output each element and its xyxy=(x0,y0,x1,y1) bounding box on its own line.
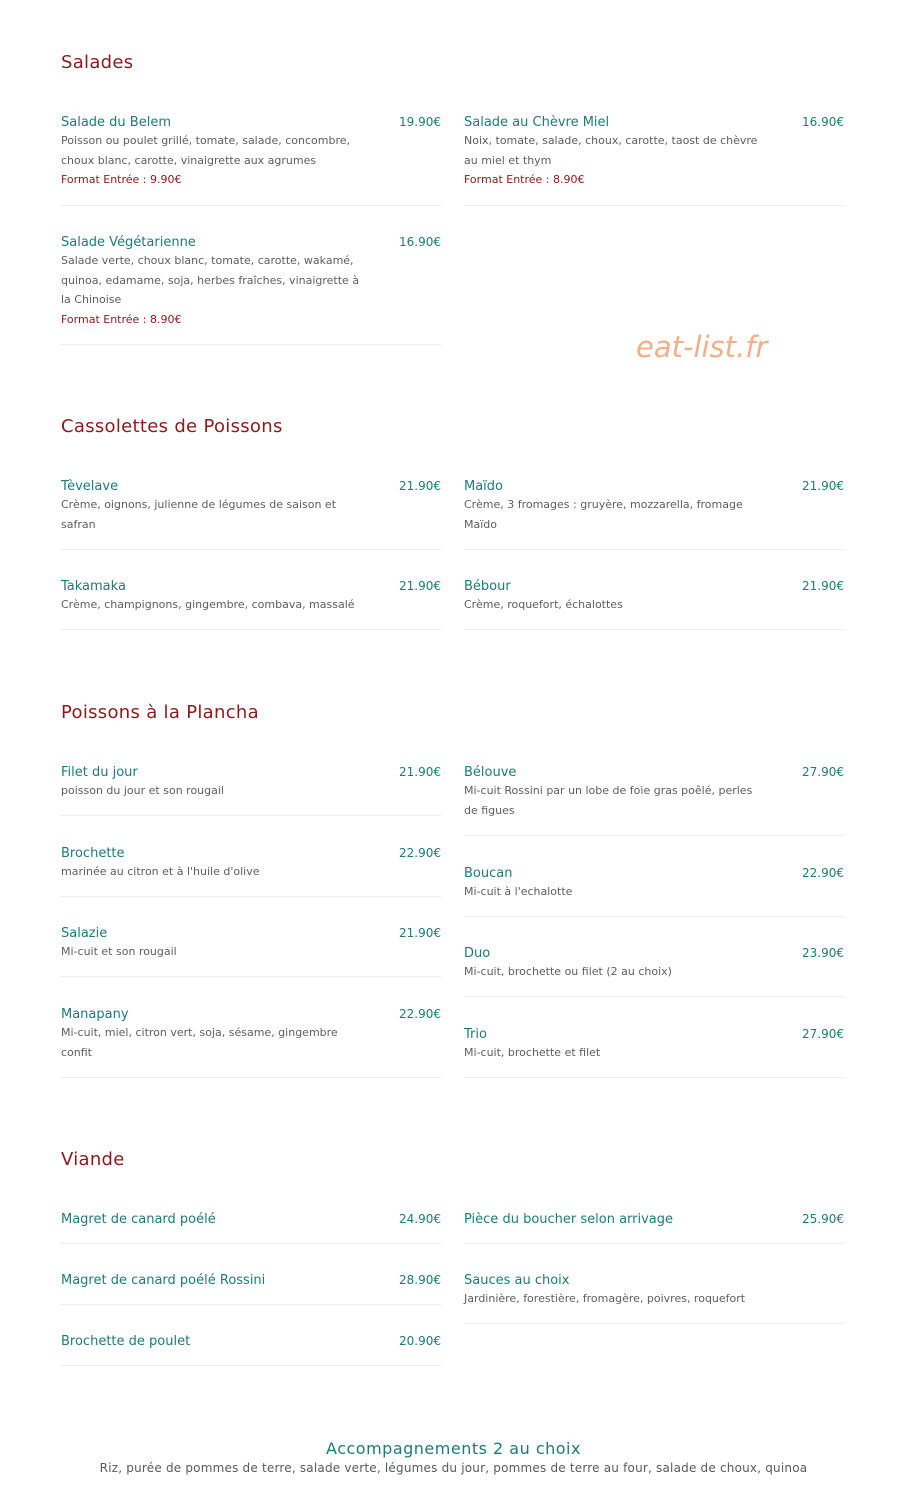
item-name: Bélouve xyxy=(464,765,517,780)
section-title: Salades xyxy=(61,52,134,73)
menu-item xyxy=(61,235,441,345)
menu-item xyxy=(61,115,441,206)
item-name: Salade Végétarienne xyxy=(61,235,196,250)
item-name: Bébour xyxy=(464,579,511,594)
item-description: Mi-cuit et son rougail xyxy=(61,945,177,958)
item-format: Format Entrée : 9.90€ xyxy=(61,173,182,186)
menu-item xyxy=(464,946,844,997)
item-name: Pièce du boucher selon arrivage xyxy=(464,1212,674,1227)
item-description: Jardinière, forestière, fromagère, poivres, roquefort xyxy=(464,1292,746,1305)
item-price: 21.90€ xyxy=(399,926,441,940)
menu-item xyxy=(464,479,844,550)
item-format: Format Entrée : 8.90€ xyxy=(464,173,585,186)
item-name: Salade au Chèvre Miel xyxy=(464,115,610,130)
item-price: 21.90€ xyxy=(802,579,844,593)
item-description: Salade verte, choux blanc, tomate, carotte, wakamé, quinoa, edamame, soja, herbes fraîches, vinaigrette à la Chinoise xyxy=(61,254,360,306)
item-price: 24.90€ xyxy=(399,1212,441,1226)
menu-item xyxy=(464,1212,844,1244)
item-name: Magret de canard poélé Rossini xyxy=(61,1273,266,1288)
item-price: 28.90€ xyxy=(399,1273,441,1287)
item-price: 23.90€ xyxy=(802,946,844,960)
menu-item xyxy=(61,579,441,630)
item-name: Salade du Belem xyxy=(61,115,171,130)
menu-item xyxy=(61,1273,441,1305)
footer-title: Accompagnements 2 au choix xyxy=(326,1439,581,1458)
menu-item xyxy=(61,1007,441,1078)
item-description: Mi-cuit, brochette et filet xyxy=(464,1046,601,1059)
item-price: 21.90€ xyxy=(399,579,441,593)
item-name: Filet du jour xyxy=(61,765,138,780)
menu-item xyxy=(61,1212,441,1244)
item-description: poisson du jour et son rougail xyxy=(61,784,224,797)
menu-item xyxy=(464,1273,844,1324)
menu-item xyxy=(61,479,441,550)
menu-item xyxy=(61,1334,441,1366)
item-price: 27.90€ xyxy=(802,765,844,779)
item-description: Crème, oignons, julienne de légumes de saison et safran xyxy=(61,498,337,531)
item-description: Poisson ou poulet grillé, tomate, salade, concombre, choux blanc, carotte, vinaigrette aux agrumes xyxy=(61,134,350,167)
item-price: 22.90€ xyxy=(399,846,441,860)
item-price: 16.90€ xyxy=(802,115,844,129)
section-salades xyxy=(61,52,844,326)
menu-item xyxy=(61,765,441,816)
item-name: Manapany xyxy=(61,1007,129,1022)
item-name: Boucan xyxy=(464,866,513,881)
item-name: Duo xyxy=(464,946,491,961)
menu-item xyxy=(464,115,844,206)
item-name: Trio xyxy=(464,1027,487,1042)
item-name: Brochette xyxy=(61,846,125,861)
item-description: Mi-cuit, brochette ou filet (2 au choix) xyxy=(464,965,672,978)
accompaniments-footer xyxy=(0,1439,907,1475)
item-name: Takamaka xyxy=(61,579,126,594)
item-format: Format Entrée : 8.90€ xyxy=(61,312,182,326)
section-plancha xyxy=(61,702,844,1059)
watermark: eat-list.fr xyxy=(636,330,768,364)
menu-item xyxy=(61,846,441,897)
item-name: Maïdo xyxy=(464,479,503,494)
section-title: Cassolettes de Poissons xyxy=(61,416,283,437)
item-price: 22.90€ xyxy=(399,1007,441,1021)
menu-item xyxy=(464,579,844,630)
item-price: 19.90€ xyxy=(399,115,441,129)
item-name: Salazie xyxy=(61,926,108,941)
item-description: Crème, roquefort, échalottes xyxy=(464,598,623,611)
item-price: 16.90€ xyxy=(399,235,441,249)
item-price: 27.90€ xyxy=(802,1027,844,1041)
item-name: Magret de canard poélé xyxy=(61,1212,216,1227)
menu-item xyxy=(61,926,441,977)
item-price: 25.90€ xyxy=(802,1212,844,1226)
item-description: Crème, champignons, gingembre, combava, massalé xyxy=(61,598,355,611)
item-name: Sauces au choix xyxy=(464,1273,570,1288)
footer-text: Riz, purée de pommes de terre, salade verte, légumes du jour, pommes de terre au four, salade de choux, quinoa xyxy=(99,1461,808,1475)
section-title: Viande xyxy=(61,1149,125,1170)
item-price: 22.90€ xyxy=(802,866,844,880)
item-description: Mi-cuit à l'echalotte xyxy=(464,885,573,898)
section-viande xyxy=(61,1149,844,1349)
item-name: Tèvelave xyxy=(61,479,119,494)
item-description: marinée au citron et à l'huile d'olive xyxy=(61,865,260,878)
section-title: Poissons à la Plancha xyxy=(61,702,259,723)
menu-item xyxy=(464,1027,844,1078)
item-name: Brochette de poulet xyxy=(61,1334,191,1349)
menu-item xyxy=(464,866,844,917)
item-price: 21.90€ xyxy=(802,479,844,493)
item-price: 21.90€ xyxy=(399,479,441,493)
item-description: Crème, 3 fromages : gruyère, mozzarella, fromage Maïdo xyxy=(464,498,743,531)
item-description: Mi-cuit Rossini par un lobe de foie gras poêlé, perles de figues xyxy=(464,784,753,817)
menu-item xyxy=(464,765,844,836)
item-price: 21.90€ xyxy=(399,765,441,779)
item-description: Mi-cuit, miel, citron vert, soja, sésame, gingembre confit xyxy=(61,1026,338,1059)
item-description: Noix, tomate, salade, choux, carotte, taost de chèvre au miel et thym xyxy=(464,134,758,167)
item-price: 20.90€ xyxy=(399,1334,441,1348)
section-cassolettes xyxy=(61,416,844,611)
